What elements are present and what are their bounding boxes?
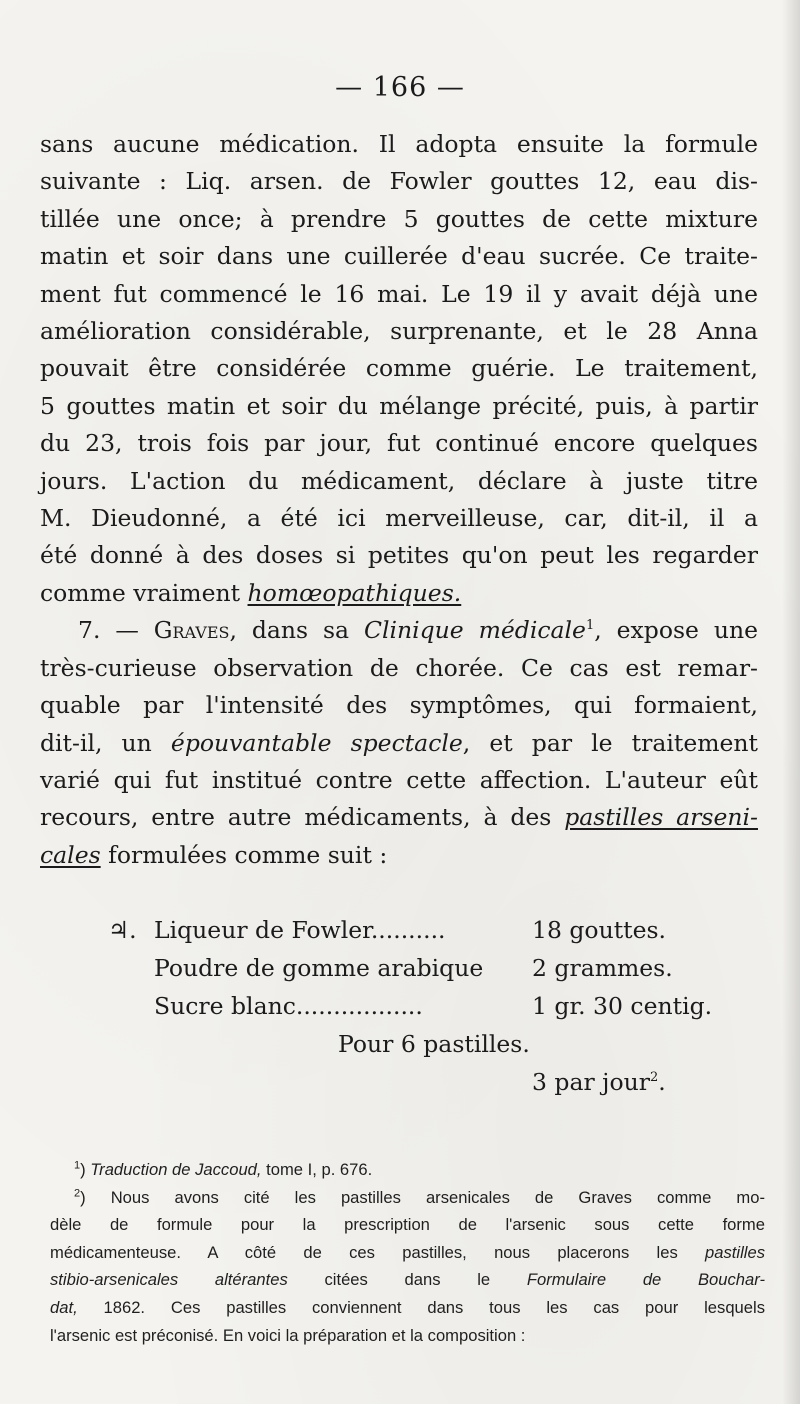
text-line: 5 gouttes matin et soir du mélange précité, puis, à partir: [40, 391, 758, 420]
ingredient-name: Poudre de gomme arabique: [154, 954, 484, 982]
footnote-2-line: l'arsenic est préconisé. En voici la préparation et la composition :: [50, 1325, 526, 1345]
text-fragment: , dans sa: [229, 616, 364, 645]
footnote-emphasis: dat,: [50, 1297, 78, 1317]
main-text: [40, 126, 758, 874]
emphasis: épouvantable spectacle: [170, 728, 463, 757]
prescription-yield: [0, 1026, 800, 1064]
text-line: quable par l'intensité des symptômes, qui formaient,: [40, 691, 758, 720]
section-number: 7. —: [78, 616, 154, 645]
page-edge-shadow: [782, 0, 800, 1404]
text-line: varié qui fut institué contre cette affection. L'auteur eût: [40, 765, 758, 794]
recipe-symbol: ♃.: [108, 916, 137, 944]
author-name: Graves: [153, 616, 230, 645]
text-line: tillée une once; à prendre 5 gouttes de cette mixture: [40, 204, 758, 233]
emphasis: homœopathiques.: [247, 578, 462, 607]
text-line: [40, 837, 758, 874]
text-fragment: comme vraiment: [40, 578, 248, 607]
text-line: du 23, trois fois par jour, fut continué encore quelques: [40, 429, 758, 458]
emphasis: cales: [40, 840, 101, 869]
text-line: suivante : Liq. arsen. de Fowler gouttes 12, eau dis-: [40, 167, 758, 196]
text-line: amélioration considérable, surprenante, et le 28 Anna: [40, 317, 758, 346]
footnote-2-line: [50, 1239, 765, 1267]
footnote-text: 1862. Ces pastilles conviennent dans tous les cas pour lesquels: [77, 1297, 765, 1317]
ingredient-quantity: 18 gouttes.: [532, 916, 667, 944]
prescription: [0, 912, 800, 1102]
footnotes: [50, 1156, 765, 1349]
ingredient-name: Sucre blanc.................: [154, 992, 423, 1020]
footnote-mark: 1: [74, 1159, 81, 1172]
footnote-2-line: $^2$) Nous avons cité les pastilles arsenicales de Graves comme mo-: [74, 1187, 765, 1207]
text-line: sans aucune médication. Il adopta ensuite la formule: [40, 130, 758, 158]
text-fragment: recours, entre autre médicaments, à des: [40, 803, 565, 832]
prescription-dosage: [0, 1064, 800, 1102]
text-line: pouvait être considérée comme guérie. Le traitement,: [40, 354, 758, 383]
footnote-text: médicamenteuse. A côté de ces pastilles, nous placerons les: [50, 1242, 706, 1262]
footnote-2-line: [50, 1294, 765, 1322]
footnote-1: $^1$) Traduction de Jaccoud, tome I, p. 676.: [74, 1159, 373, 1179]
dosage-value: 3 par jour: [532, 1068, 650, 1096]
text-line: [40, 799, 758, 836]
text-line: M. Dieudonné, a été ici merveilleuse, car, dit-il, il a: [40, 504, 758, 533]
book-title: Clinique médicale: [363, 616, 586, 645]
footnote-ref: 1: [585, 618, 595, 634]
ingredient-name: Liqueur de Fowler..........: [154, 916, 446, 944]
footnote-mark: 2: [74, 1187, 81, 1200]
text-fragment: dit-il, un: [40, 728, 171, 757]
text-fragment: formulées comme suit :: [100, 840, 388, 869]
text-line: très-curieuse observation de chorée. Ce cas est remar-: [40, 653, 758, 682]
text-fragment: .: [658, 1068, 666, 1096]
footnote-emphasis: pastilles: [705, 1242, 765, 1262]
footnote-emphasis: stibio-arsenicales altérantes: [50, 1270, 288, 1290]
text-line: été donné à des doses si petites qu'on peut les regarder: [40, 541, 758, 570]
footnote-emphasis: Formulaire de Bouchar-: [526, 1270, 766, 1290]
section-7-first-line: [40, 612, 758, 649]
emphasis: pastilles arseni-: [564, 803, 758, 832]
text-line: matin et soir dans une cuillerée d'eau sucrée. Ce traite-: [40, 242, 758, 271]
text-line: [40, 725, 758, 762]
text-line: ment fut commencé le 16 mai. Le 19 il y avait déjà une: [40, 279, 758, 308]
footnote-2-line: dèle de formule pour la prescription de l'arsenic sous cette forme: [50, 1215, 765, 1235]
footnote-text: tome I, p. 676.: [261, 1160, 373, 1179]
page-number: — 166 —: [335, 72, 465, 103]
prescription-row: [0, 950, 800, 988]
footnote-2-line: [50, 1266, 765, 1294]
yield-text: Pour 6 pastilles.: [338, 1030, 530, 1058]
ingredient-quantity: 2 grammes.: [532, 954, 673, 982]
text-line: jours. L'action du médicament, déclare à juste titre: [40, 466, 758, 495]
footnote-text: Nous avons cité les pastilles arsenicales de Graves comme mo-: [110, 1187, 765, 1207]
footnote-title: Traduction de Jaccoud,: [90, 1160, 262, 1179]
footnote-ref: 2: [649, 1070, 659, 1086]
text-line: [40, 575, 758, 612]
prescription-row: [0, 988, 800, 1026]
prescription-row: [0, 912, 800, 950]
footnote-text: citées dans le: [287, 1270, 527, 1290]
dosage-text: [532, 1064, 666, 1101]
ingredient-quantity: 1 gr. 30 centig.: [532, 992, 713, 1020]
text-fragment: , et par le traitement: [462, 728, 758, 757]
text-fragment: , expose une: [594, 616, 758, 645]
